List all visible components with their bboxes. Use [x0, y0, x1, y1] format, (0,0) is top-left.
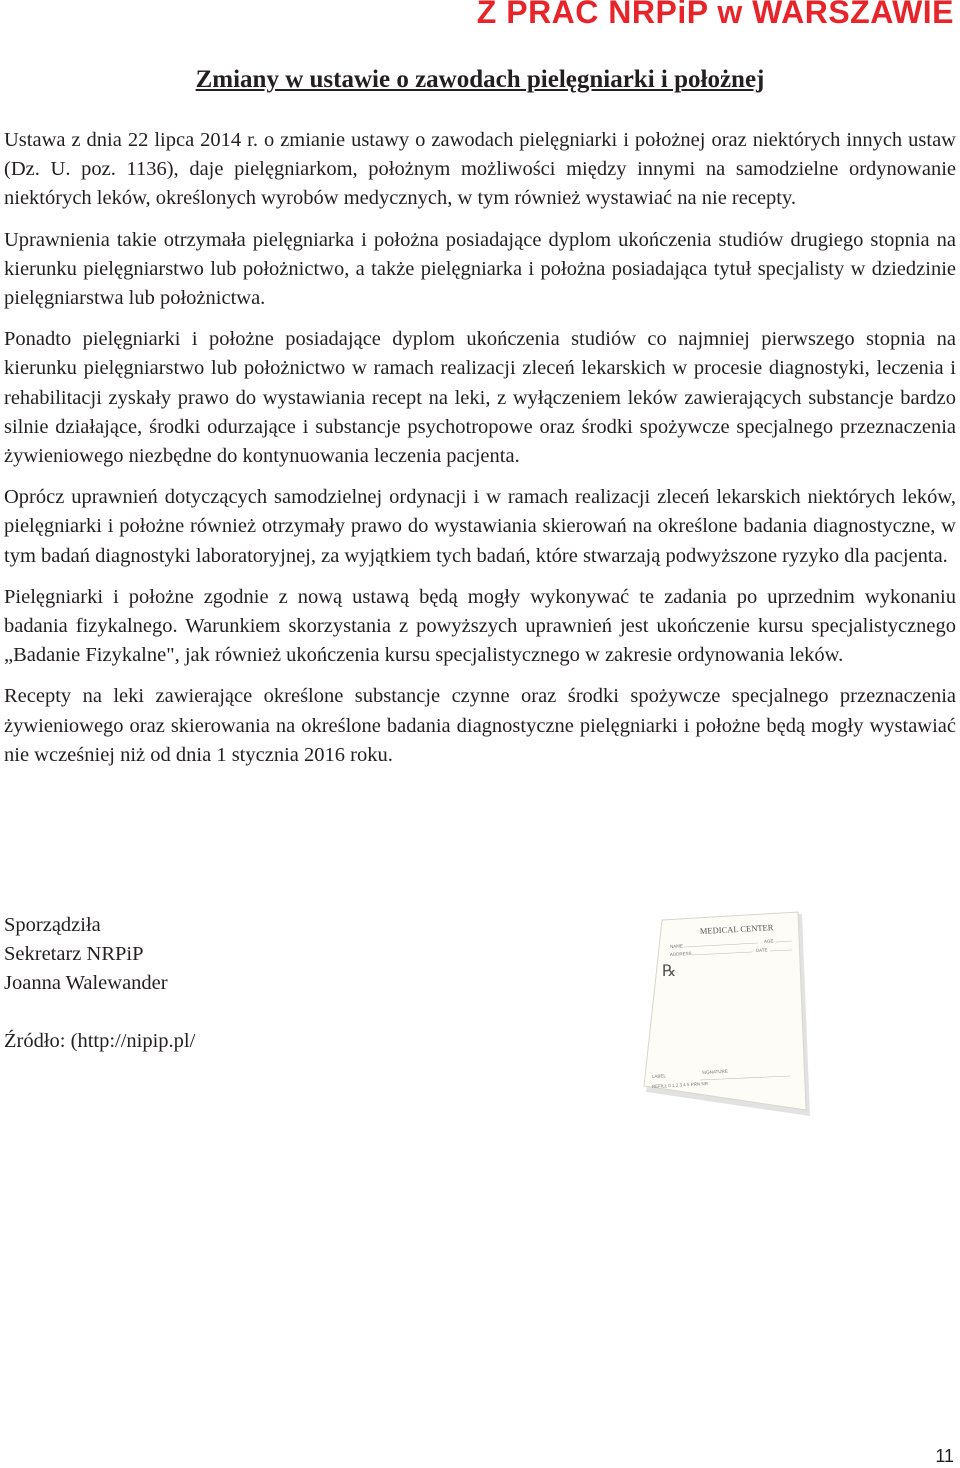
prescription-name-label: NAME — [669, 943, 684, 949]
prescription-address-label: ADDRESS — [669, 950, 692, 957]
section-header-title: Z PRAC NRPiP w WARSZAWIE — [476, 0, 954, 30]
paragraph: Pielęgniarki i położne zgodnie z nową ustawą będą mogły wykonywać te zadania po uprzednim wykonaniu badania fizykalnego. Warunkiem skorzystania z powyższych uprawnień jest ukończenie kursu specjalistycznego „Badanie Fizykalne", jak również ukończenia kursu specjalistycznego w zakresie ordynowania leków. — [4, 585, 956, 667]
signature-role-label: Sporządziła — [4, 914, 101, 936]
page-number: 11 — [935, 1446, 954, 1466]
paragraph: Ponadto pielęgniarki i położne posiadające dyplom ukończenia studiów co najmniej pierwszego stopnia na kierunku pielęgniarstwo lub położnictwo w ramach realizacji zleceń lekarskich w procesie diagnostyki, leczenia i rehabilitacji zyskały prawo do wystawiania recept na leki, z wyłączeniem leków zawierających substancje bardzo silnie działające, środki odurzające i substancje psychotropowe oraz środki spożywcze specjalnego przeznaczenia żywieniowego niezbędne do kontynuowania leczenia pacjenta. — [4, 328, 956, 468]
paragraph: Uprawnienia takie otrzymała pielęgniarka i położna posiadające dyplom ukończenia studiów drugiego stopnia na kierunku pielęgniarstwo lub położnictwo, a także pielęgniarka i położna posiadająca tytuł specjalisty w dziedzinie pielęgniarstwa lub położnictwa. — [4, 228, 956, 310]
signature-block — [4, 911, 168, 998]
prescription-signature-label: SIGNATURE — [701, 1068, 728, 1075]
article-title: Zmiany w ustawie o zawodach pielęgniarki i położnej — [195, 66, 765, 93]
paragraph: Oprócz uprawnień dotyczących samodzielnej ordynacji i w ramach realizacji zleceń lekarskich niektórych leków, pielęgniarki i położne również otrzymały prawo do wystawiania skierowań na określone badania diagnostyczne, w tym badań diagnostyki laboratoryjnej, za wyjątkiem tych badań, które stwarzają podwyższone ryzyko dla pacjenta. — [4, 486, 956, 567]
prescription-header: MEDICAL CENTER — [699, 922, 774, 936]
rx-symbol: ℞ — [662, 963, 677, 980]
paragraph: Recepty na leki zawierające określone substancje czynne oraz środki spożywcze specjalnego przeznaczenia żywieniowego oraz skierowania na określone badania diagnostyczne pielęgniarki i położne będą mogły wystawiać nie wcześniej niż od dnia 1 stycznia 2016 roku. — [4, 685, 956, 766]
paragraph: Ustawa z dnia 22 lipca 2014 r. o zmianie ustawy o zawodach pielęgniarki i położnej oraz niektórych innych ustaw (Dz. U. poz. 1136), daje pielęgniarkom, położnym możliwości między innymi na samodzielne ordynowanie niektórych leków, określonych wyrobów medycznych, w tym również wystawiać na nie recepty. — [4, 129, 956, 210]
prescription-label-text: LABEL — [651, 1073, 667, 1079]
prescription-pad-image — [640, 910, 810, 1125]
prescription-date-label: DATE — [755, 947, 768, 953]
prescription-age-label: AGE — [763, 938, 774, 944]
article-body — [4, 126, 956, 782]
prescription-refill-text: REFILL 0 1 2 3 4 5 PRN NR — [651, 1081, 709, 1089]
source-citation: Źródło: (http://nipip.pl/ — [4, 1030, 196, 1052]
signature-author: Joanna Walewander — [4, 972, 168, 994]
signature-title: Sekretarz NRPiP — [4, 943, 144, 965]
